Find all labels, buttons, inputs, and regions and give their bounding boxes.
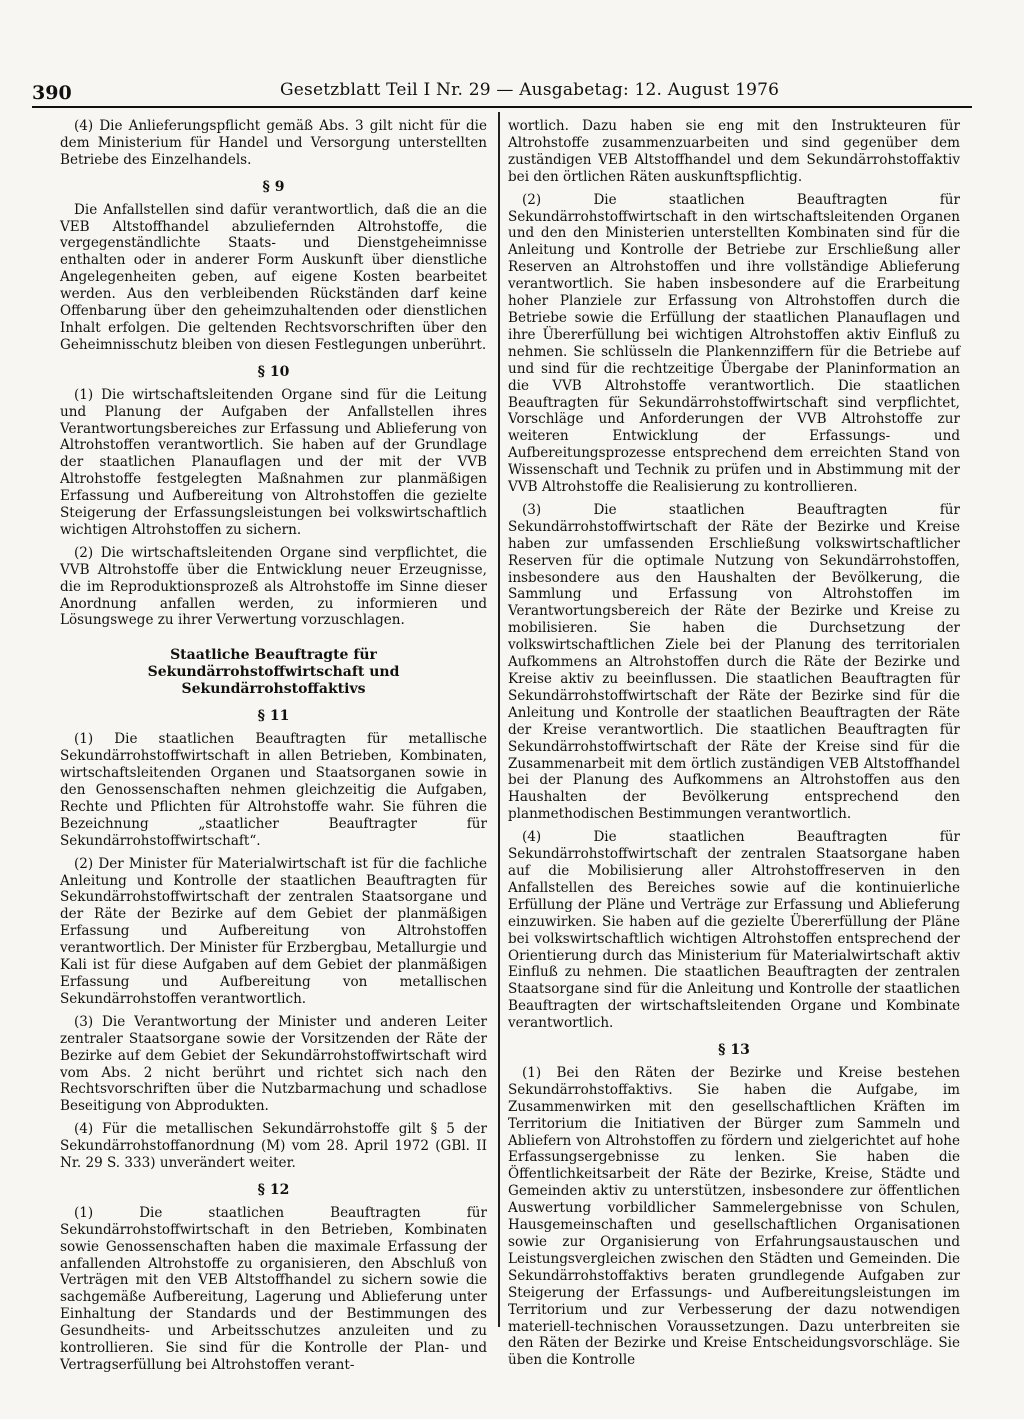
paragraph-s12-1-continued: wortlich. Dazu haben sie eng mit den Instrukteuren für Altrohstoffe zusammenzuarbeiten und sind gegenüber dem zuständigen VEB Altstoffhandel und dem Sekundärrohstoffaktiv bei den örtlichen Räten auskunftspflichtig. — [508, 118, 960, 185]
section-heading-12: § 12 — [257, 1181, 290, 1198]
section-heading-13: § 13 — [718, 1042, 750, 1059]
paragraph-s8-4: (4) Die Anlieferungspflicht gemäß Abs. 3 gilt nicht für die dem Ministerium für Handel und Versorgung unterstellten Betriebe des Einzelhandels. — [60, 118, 487, 168]
right-column — [508, 118, 960, 1375]
paragraph-s12-4: (4) Die staatlichen Beauftragten für Sekundärrohstoffwirtschaft der zentralen Staatsorgane haben auf die Mobilisierung aller Altrohstoffreserven in den Anfallstellen des Bereiches sowie auf die kontinuierliche Erfüllung der Pläne und Verträge zur Erfassung und Ablieferung einzuwirken. Sie haben auf die gezielte Übererfüllung der Pläne bei volkswirtschaftlich wichtigen Altrohstoffen entsprechend der Orientierung durch das Ministerium für Materialwirtschaft aktiv Einfluß zu nehmen. Die staatlichen Beauftragten der zentralen Staatsorgane sind für die Anleitung und Kontrolle der staatlichen Beauftragten der wirtschaftsleitenden Organe und Kombinate verantwortlich. — [508, 829, 960, 1032]
section-heading-11: § 11 — [257, 708, 290, 725]
chapter-subtitle: Staatliche Beauftragte für Sekundärrohstoffwirtschaft und Sekundärrohstoffaktivs — [147, 647, 400, 698]
paragraph-s12-2: (2) Die staatlichen Beauftragten für Sekundärrohstoffwirtschaft in den wirtschaftsleitenden Organen und den den Ministerien unterstellten Kombinaten sind für die Anleitung und Kontrolle der Betriebe zur Erschließung aller Reserven an Altrohstoffen und ihre vollständige Ablieferung verantwortlich. Sie haben insbesondere auf die Erarbeitung hoher Planziele zur Erfassung von Altrohstoffen durch die Betriebe sowie die Erfüllung der staatlichen Planauflagen und ihre Übererfüllung bei wichtigen Altrohstoffen aktiv Einfluß zu nehmen. Sie schlüsseln die Plankennziffern für die Betriebe auf und sind für die rechtzeitige Übergabe der Planinformation an die VVB Altrohstoffe verantwortlich. Die staatlichen Beauftragten für Sekundärrohstoffwirtschaft sind verpflichtet, Vorschläge und Anforderungen der VVB Altrohstoffe zur weiteren Entwicklung der Erfassungs- und Aufbereitungsprozesse entsprechend dem erreichten Stand von Wissenschaft und Technik zu prüfen und in Abstimmung mit der VVB Altrohstoffe die Realisierung zu kontrollieren. — [508, 191, 960, 496]
paragraph-s11-3: (3) Die Verantwortung der Minister und anderen Leiter zentraler Staatsorgane sowie der Vorsitzenden der Räte der Bezirke auf dem Gebiet der Sekundärrohstoffwirtschaft wird vom Abs. 2 nicht berührt und richtet sich nach den Rechtsvorschriften über die Nutzbarmachung und schadlose Beseitigung von Abprodukten. — [60, 1013, 487, 1115]
paragraph-s9: Die Anfallstellen sind dafür verantwortlich, daß die an die VEB Altstoffhandel abzuliefernden Altrohstoffe, die vergegenständlichte Staats- und Dienstgeheimnisse enthalten oder in anderer Form Auskunft über dienstliche Angelegenheiten geben, auf eigene Kosten bearbeitet werden. Aus den verbleibenden Rückständen darf keine Offenbarung über den geheimzuhaltenden oder dienstlichen Inhalt erfolgen. Die geltenden Rechtsvorschriften über den Geheimnisschutz bleiben von diesen Festlegungen unberührt. — [60, 201, 487, 353]
header-title: Gesetzblatt Teil I Nr. 29 — Ausgabetag: 12. August 1976 — [280, 80, 780, 100]
page-header — [32, 76, 972, 108]
paragraph-s13-1: (1) Bei den Räten der Bezirke und Kreise bestehen Sekundärrohstoffaktivs. Sie haben die Aufgabe, im Zusammenwirken mit den gesellschaftlichen Kräften im Territorium die Initiativen der Bürger zum Sammeln und Abliefern von Altrohstoffen zu fördern und zielgerichtet auf hohe Erfassungsergebnisse zu lenken. Sie haben die Öffentlichkeitsarbeit der Räte der Bezirke, Kreise, Städte und Gemeinden aktiv zu unterstützen, insbesondere zur öffentlichen Auswertung vorbildlicher Sammelergebnisse von Schulen, Hausgemeinschaften und gesellschaftlichen Organisationen sowie zur Organisierung von Erfahrungsaustauschen und Leistungsvergleichen zwischen den Städten und Gemeinden. Die Sekundärrohstoffaktivs beraten grundlegende Aufgaben zur Steigerung der Erfassungs- und Aufbereitungsleistungen im Territorium und zur Verbesserung der dazu notwendigen materiell-technischen Voraussetzungen. Dazu unterbreiten sie den Räten der Bezirke und Kreise Entscheidungsvorschläge. Sie üben die Kontrolle — [508, 1064, 960, 1369]
paragraph-s11-4: (4) Für die metallischen Sekundärrohstoffe gilt § 5 der Sekundärrohstoffanordnung (M) vom 28. April 1972 (GBl. II Nr. 29 S. 333) unverändert weiter. — [60, 1121, 487, 1172]
header-rule — [32, 106, 972, 108]
paragraph-s11-2: (2) Der Minister für Materialwirtschaft ist für die fachliche Anleitung und Kontrolle der staatlichen Beauftragten für Sekundärrohstoffwirtschaft der zentralen Staatsorgane und der Räte der Bezirke auf dem Gebiet der planmäßigen Erfassung und Aufbereitung von Altrohstoffen verantwortlich. Der Minister für Erzbergbau, Metallurgie und Kali ist für diese Aufgaben auf dem Gebiet der planmäßigen Erfassung und Aufbereitung von metallischen Sekundärrohstoffen verantwortlich. — [60, 855, 487, 1007]
section-heading-9: § 9 — [262, 178, 285, 195]
paragraph-s12-1: (1) Die staatlichen Beauftragten für Sekundärrohstoffwirtschaft in den Betrieben, Kombinaten sowie Genossenschaften haben die maximale Erfassung der anfallenden Altrohstoffe zu organisieren, den Abschluß von Verträgen mit den VEB Altstoffhandel zu sichern sowie die sachgemäße Aufbereitung, Lagerung und Ablieferung unter Einhaltung der Standards und der Bestimmungen des Gesundheits- und Arbeitsschutzes anzuleiten und zu kontrollieren. Sie sind für die Kontrolle der Plan- und Vertragserfüllung bei Altrohstoffen verant- — [60, 1204, 487, 1373]
section-heading-10: § 10 — [257, 363, 290, 380]
paragraph-s11-1: (1) Die staatlichen Beauftragten für metallische Sekundärrohstoffwirtschaft in allen Betrieben, Kombinaten, wirtschaftsleitenden Organen und Staatsorganen sowie in den Genossenschaften nehmen gleichzeitig die Aufgaben, Rechte und Pflichten für Altrohstoffe wahr. Sie führen die Bezeichnung „staatlicher Beauftragter für Sekundärrohstoffwirtschaft“. — [60, 731, 487, 849]
paragraph-s10-2: (2) Die wirtschaftsleitenden Organe sind verpflichtet, die VVB Altrohstoffe über die Entwicklung neuer Erzeugnisse, die im Reproduktionsprozeß als Altrohstoffe im Sinne dieser Anordnung anfallen werden, zu informieren und Lösungswege zu ihrer Verwertung vorzuschlagen. — [60, 544, 487, 629]
paragraph-s10-1: (1) Die wirtschaftsleitenden Organe sind für die Leitung und Planung der Aufgaben der Anfallstellen ihres Verantwortungsbereiches zur Erfassung und Ablieferung von Altrohstoffen verantwortlich. Sie haben auf der Grundlage der staatlichen Planauflagen und der mit der VVB Altrohstoffe festgelegten Maßnahmen zur planmäßigen Erfassung und Aufbereitung von Altrohstoffen die gezielte Steigerung der Erfassungsleistungen bei volkswirtschaftlich wichtigen Altrohstoffen zu sichern. — [60, 386, 487, 538]
left-column — [60, 118, 487, 1380]
page-number: 390 — [32, 82, 72, 104]
column-divider — [498, 112, 500, 1327]
paragraph-s12-3: (3) Die staatlichen Beauftragten für Sekundärrohstoffwirtschaft der Räte der Bezirke und Kreise haben zur umfassenden Erschließung volkswirtschaftlicher Reserven für die optimale Nutzung von Sekundärrohstoffen, insbesondere aus den Haushalten der Bevölkerung, die Sammlung und Erfassung von Altrohstoffen im Verantwortungsbereich der Räte der Bezirke und Kreise zu mobilisieren. Sie haben die Durchsetzung der volkswirtschaftlichen Ziele bei der Planung des territorialen Aufkommens an Altrohstoffen durch die Räte der Bezirke und Kreise aktiv zu beeinflussen. Die staatlichen Beauftragten für Sekundärrohstoffwirtschaft der Räte der Bezirke sind für die Anleitung und Kontrolle der staatlichen Beauftragten der Räte der Kreise verantwortlich. Die staatlichen Beauftragten für Sekundärrohstoffwirtschaft der Räte der Kreise sind für die Zusammenarbeit mit dem örtlich zuständigen VEB Altstoffhandel bei der Planung des Aufkommens an Altrohstoffen aus den Haushalten der Bevölkerung entsprechend den planmethodischen Bestimmungen verantwortlich. — [508, 501, 960, 823]
